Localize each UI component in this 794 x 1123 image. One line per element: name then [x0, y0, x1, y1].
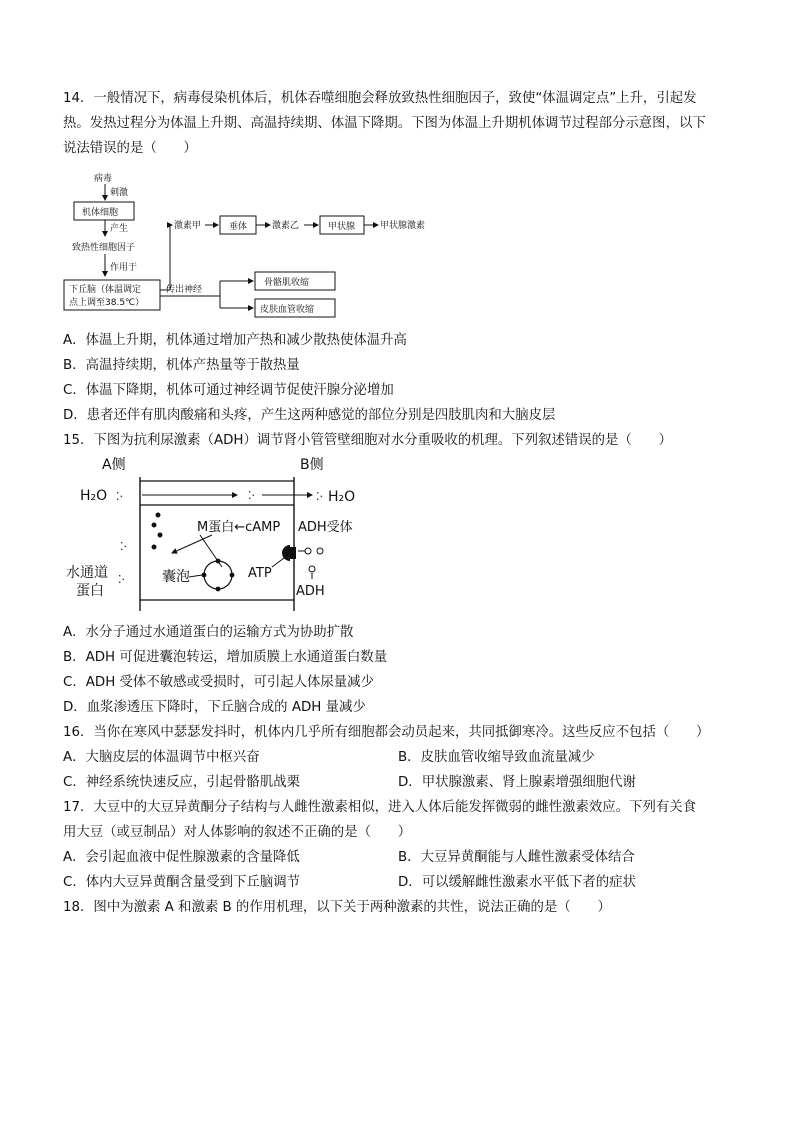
- q14-option-b: B．高温持续期，机体产热量等于散热量: [63, 358, 300, 373]
- thyroid-hormone-label: 甲状腺激素: [380, 221, 426, 231]
- stimulate-label: 刺激: [110, 188, 129, 198]
- q14-option-d: D．患者还伴有肌肉酸痛和头疼，产生这两种感觉的部位分别是四肢肌肉和大脑皮层: [63, 408, 556, 423]
- atp-label: ATP: [248, 566, 272, 581]
- hypothalamus-label-2: 点上调至38.5℃）: [69, 298, 145, 308]
- efferent-label: 传出神经: [166, 285, 203, 295]
- q14-stem-line-1: 14．一般情况下，病毒侵染机体后，机体吞噬细胞会释放致热性细胞因子，致使“体温调定点”上升，引起发: [63, 91, 697, 106]
- q17-option-c: C．体内大豆异黄酮含量受到下丘脑调节: [63, 875, 300, 890]
- svg-text:⁚·: ⁚·: [248, 489, 255, 502]
- q14-stem-line-3: 说法错误的是（ ）: [63, 141, 197, 156]
- muscle-label: 骨骼肌收缩: [264, 278, 310, 288]
- adh-receptor-label: ADH受体: [298, 520, 353, 535]
- svg-text:⁚·: ⁚·: [120, 540, 127, 553]
- h2o-left-label: H₂O: [80, 488, 108, 504]
- q16-option-c: C．神经系统快速反应，引起骨骼肌战栗: [63, 775, 300, 790]
- q15-stem: 15．下图为抗利尿激素（ADH）调节肾小管管壁细胞对水分重吸收的机理。下列叙述错误的是（ ）: [63, 433, 672, 448]
- q15-option-a: A．水分子通过水通道蛋白的运输方式为协助扩散: [63, 625, 354, 640]
- hypothalamus-label-1: 下丘脑（体温调定: [69, 285, 142, 295]
- q15-diagram: [62, 455, 372, 615]
- vesicle-label: 囊泡: [162, 569, 190, 585]
- q14-stem-line-2: 热。发热过程分为体温上升期、高温持续期、体温下降期。下图为体温上升期机体调节过程部分示意图，以下: [63, 116, 706, 131]
- q17-stem-line-2: 用大豆（或豆制品）对人体影响的叙述不正确的是（ ）: [63, 825, 412, 840]
- pyrogen-label: 致热性细胞因子: [72, 243, 136, 253]
- q16-option-a: A．大脑皮层的体温调节中枢兴奋: [63, 750, 260, 765]
- produce-label: 产生: [110, 224, 129, 234]
- q16-option-d: D．甲状腺激素、肾上腺素增强细胞代谢: [398, 775, 636, 790]
- hormone-b-label: 激素乙: [272, 221, 300, 231]
- side-a-label: A侧: [102, 457, 126, 473]
- pituitary-label: 垂体: [229, 222, 248, 232]
- h2o-right-label: H₂O: [328, 489, 356, 505]
- side-b-label: B侧: [300, 457, 324, 473]
- virus-label: 病毒: [94, 174, 113, 184]
- q16-option-b: B．皮肤血管收缩导致血流量减少: [398, 750, 595, 765]
- q14-option-c: C．体温下降期，机体可通过神经调节促使汗腺分泌增加: [63, 383, 394, 398]
- water-channel-label-2: 蛋白: [76, 583, 104, 599]
- svg-text:⁚·: ⁚·: [118, 573, 125, 586]
- vessel-label: 皮肤血管收缩: [260, 305, 315, 315]
- q17-option-a: A．会引起血液中促性腺激素的含量降低: [63, 850, 300, 865]
- body-cell-label: 机体细胞: [82, 208, 119, 218]
- svg-text:⁚·: ⁚·: [316, 490, 323, 503]
- thyroid-label: 甲状腺: [328, 222, 356, 232]
- q14-option-a: A．体温上升期，机体通过增加产热和减少散热使体温升高: [63, 333, 407, 348]
- q15-option-b: B．ADH 可促进囊泡转运，增加质膜上水通道蛋白数量: [63, 650, 388, 665]
- m-protein-label: M蛋白←cAMP: [197, 520, 281, 535]
- q18-stem: 18．图中为激素 A 和激素 B 的作用机理，以下关于两种激素的共性，说法正确的是（ ）: [63, 900, 611, 915]
- q15-option-c: C．ADH 受体不敏感或受损时，可引起人体尿量减少: [63, 675, 374, 690]
- act-on-label: 作用于: [110, 263, 138, 273]
- q15-option-d: D．血浆渗透压下降时，下丘脑合成的 ADH 量减少: [63, 700, 366, 715]
- svg-text:⁚·: ⁚·: [116, 490, 123, 503]
- q14-diagram: [60, 168, 460, 323]
- q17-stem-line-1: 17．大豆中的大豆异黄酮分子结构与人雌性激素相似，进入人体后能发挥微弱的雌性激素效应。下列有关食: [63, 800, 697, 815]
- adh-label: ADH: [296, 584, 325, 599]
- q16-stem: 16．当你在寒风中瑟瑟发抖时，机体内几乎所有细胞都会动员起来，共同抵御寒冷。这些反应不包括（ ）: [63, 725, 710, 740]
- hormone-a-label: 激素甲: [174, 221, 202, 231]
- water-channel-label-1: 水通道: [66, 565, 108, 581]
- q17-option-d: D．可以缓解雌性激素水平低下者的症状: [398, 875, 636, 890]
- q17-option-b: B．大豆异黄酮能与人雌性激素受体结合: [398, 850, 635, 865]
